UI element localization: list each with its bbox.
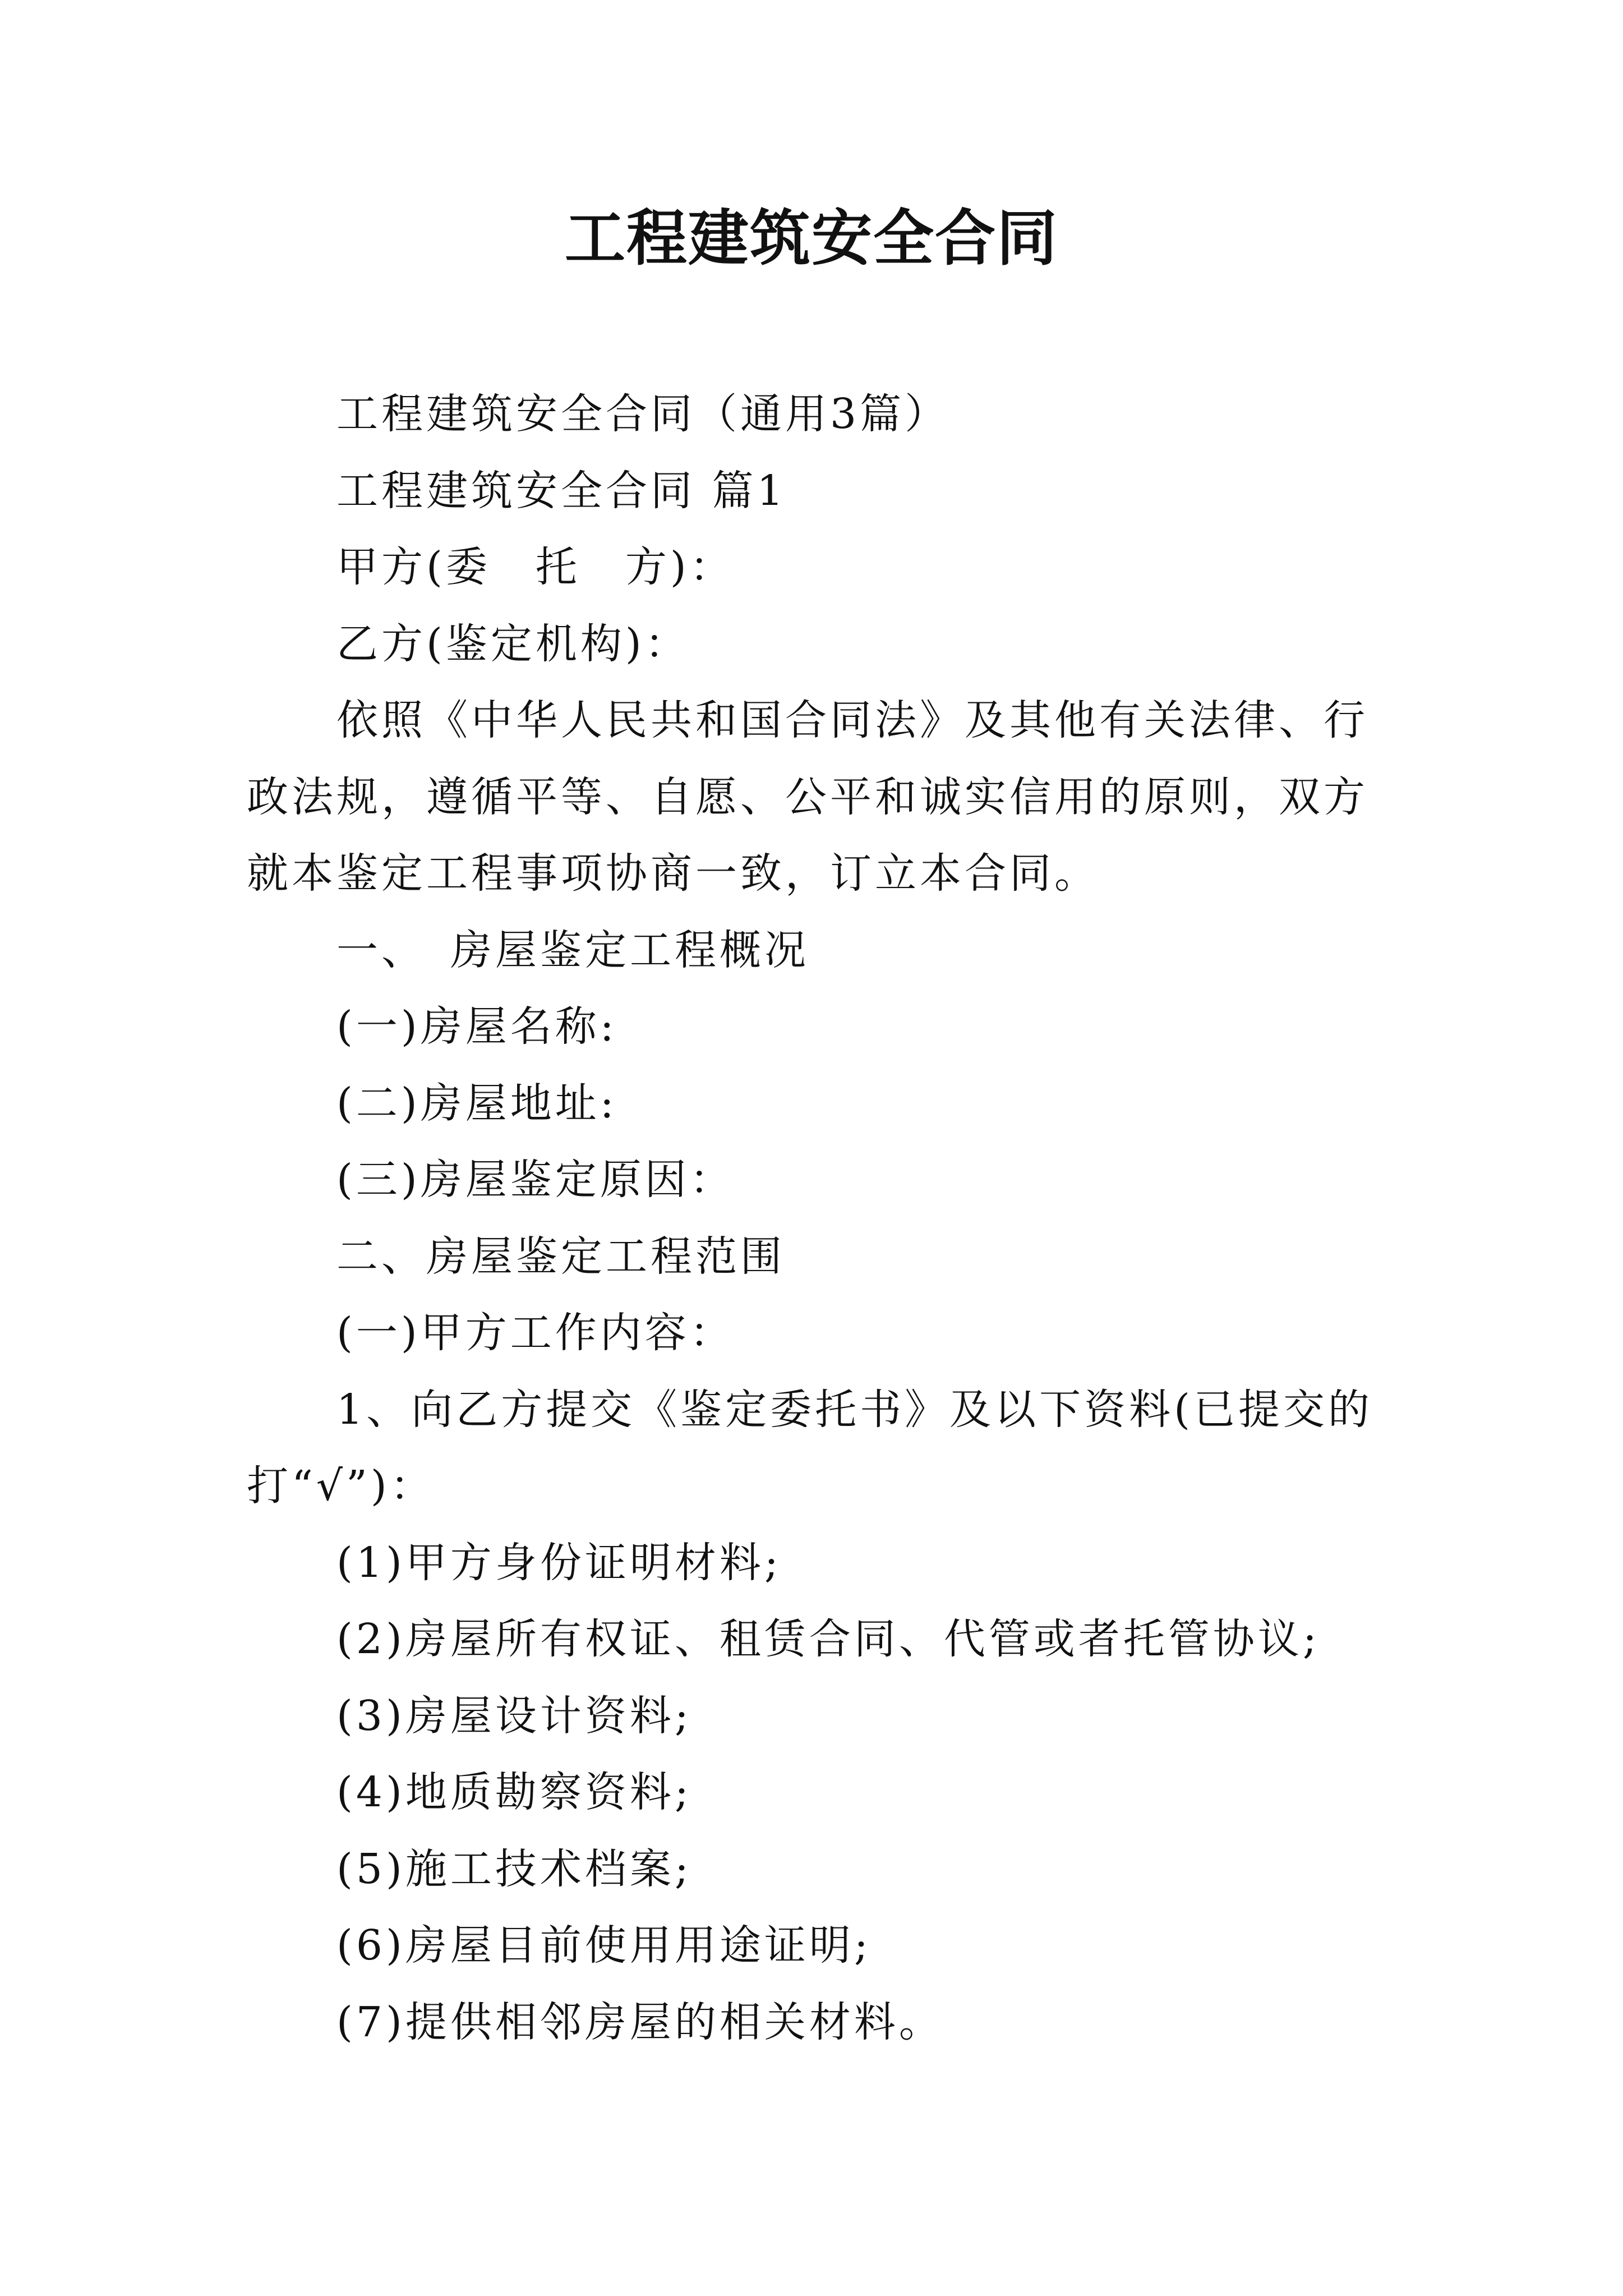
paragraph: (5)施工技术档案; (336, 1844, 692, 1893)
paragraph: 工程建筑安全合同 篇1 (336, 466, 787, 515)
paragraph: 二、房屋鉴定工程范围 (336, 1232, 785, 1281)
paragraph: (一)房屋名称: (336, 1002, 617, 1051)
paragraph: (1)甲方身份证明材料; (336, 1538, 782, 1587)
paragraph: (二)房屋地址: (336, 1079, 617, 1128)
document-body (247, 376, 1380, 2060)
paragraph: (一)甲方工作内容： (336, 1309, 735, 1357)
paragraph: 一、 房屋鉴定工程概况 (336, 926, 809, 974)
paragraph: 1、向乙方提交《鉴定委托书》及以下资料(已提交的打“√”)： (247, 1385, 1373, 1510)
paragraph: (6)房屋目前使用用途证明; (336, 1921, 872, 1970)
paragraph: 工程建筑安全合同（通用3篇） (336, 390, 950, 438)
paragraph: 甲方(委 托 方)： (336, 543, 735, 591)
paragraph: 依照《中华人民共和国合同法》及其他有关法律、行政法规，遵循平等、自愿、公平和诚实信用的原则，双方就本鉴定工程事项协商一致，订立本合同。 (247, 696, 1368, 898)
document-title: 工程建筑安全合同 (564, 203, 1058, 274)
paragraph: (三)房屋鉴定原因： (336, 1156, 735, 1204)
paragraph: (3)房屋设计资料; (336, 1691, 692, 1740)
paragraph: (2)房屋所有权证、租赁合同、代管或者托管协议; (336, 1615, 1320, 1663)
paragraph: (4)地质勘察资料; (336, 1768, 692, 1816)
paragraph: 乙方(鉴定机构)： (336, 619, 690, 668)
paragraph: (7)提供相邻房屋的相关材料。 (336, 1998, 944, 2046)
